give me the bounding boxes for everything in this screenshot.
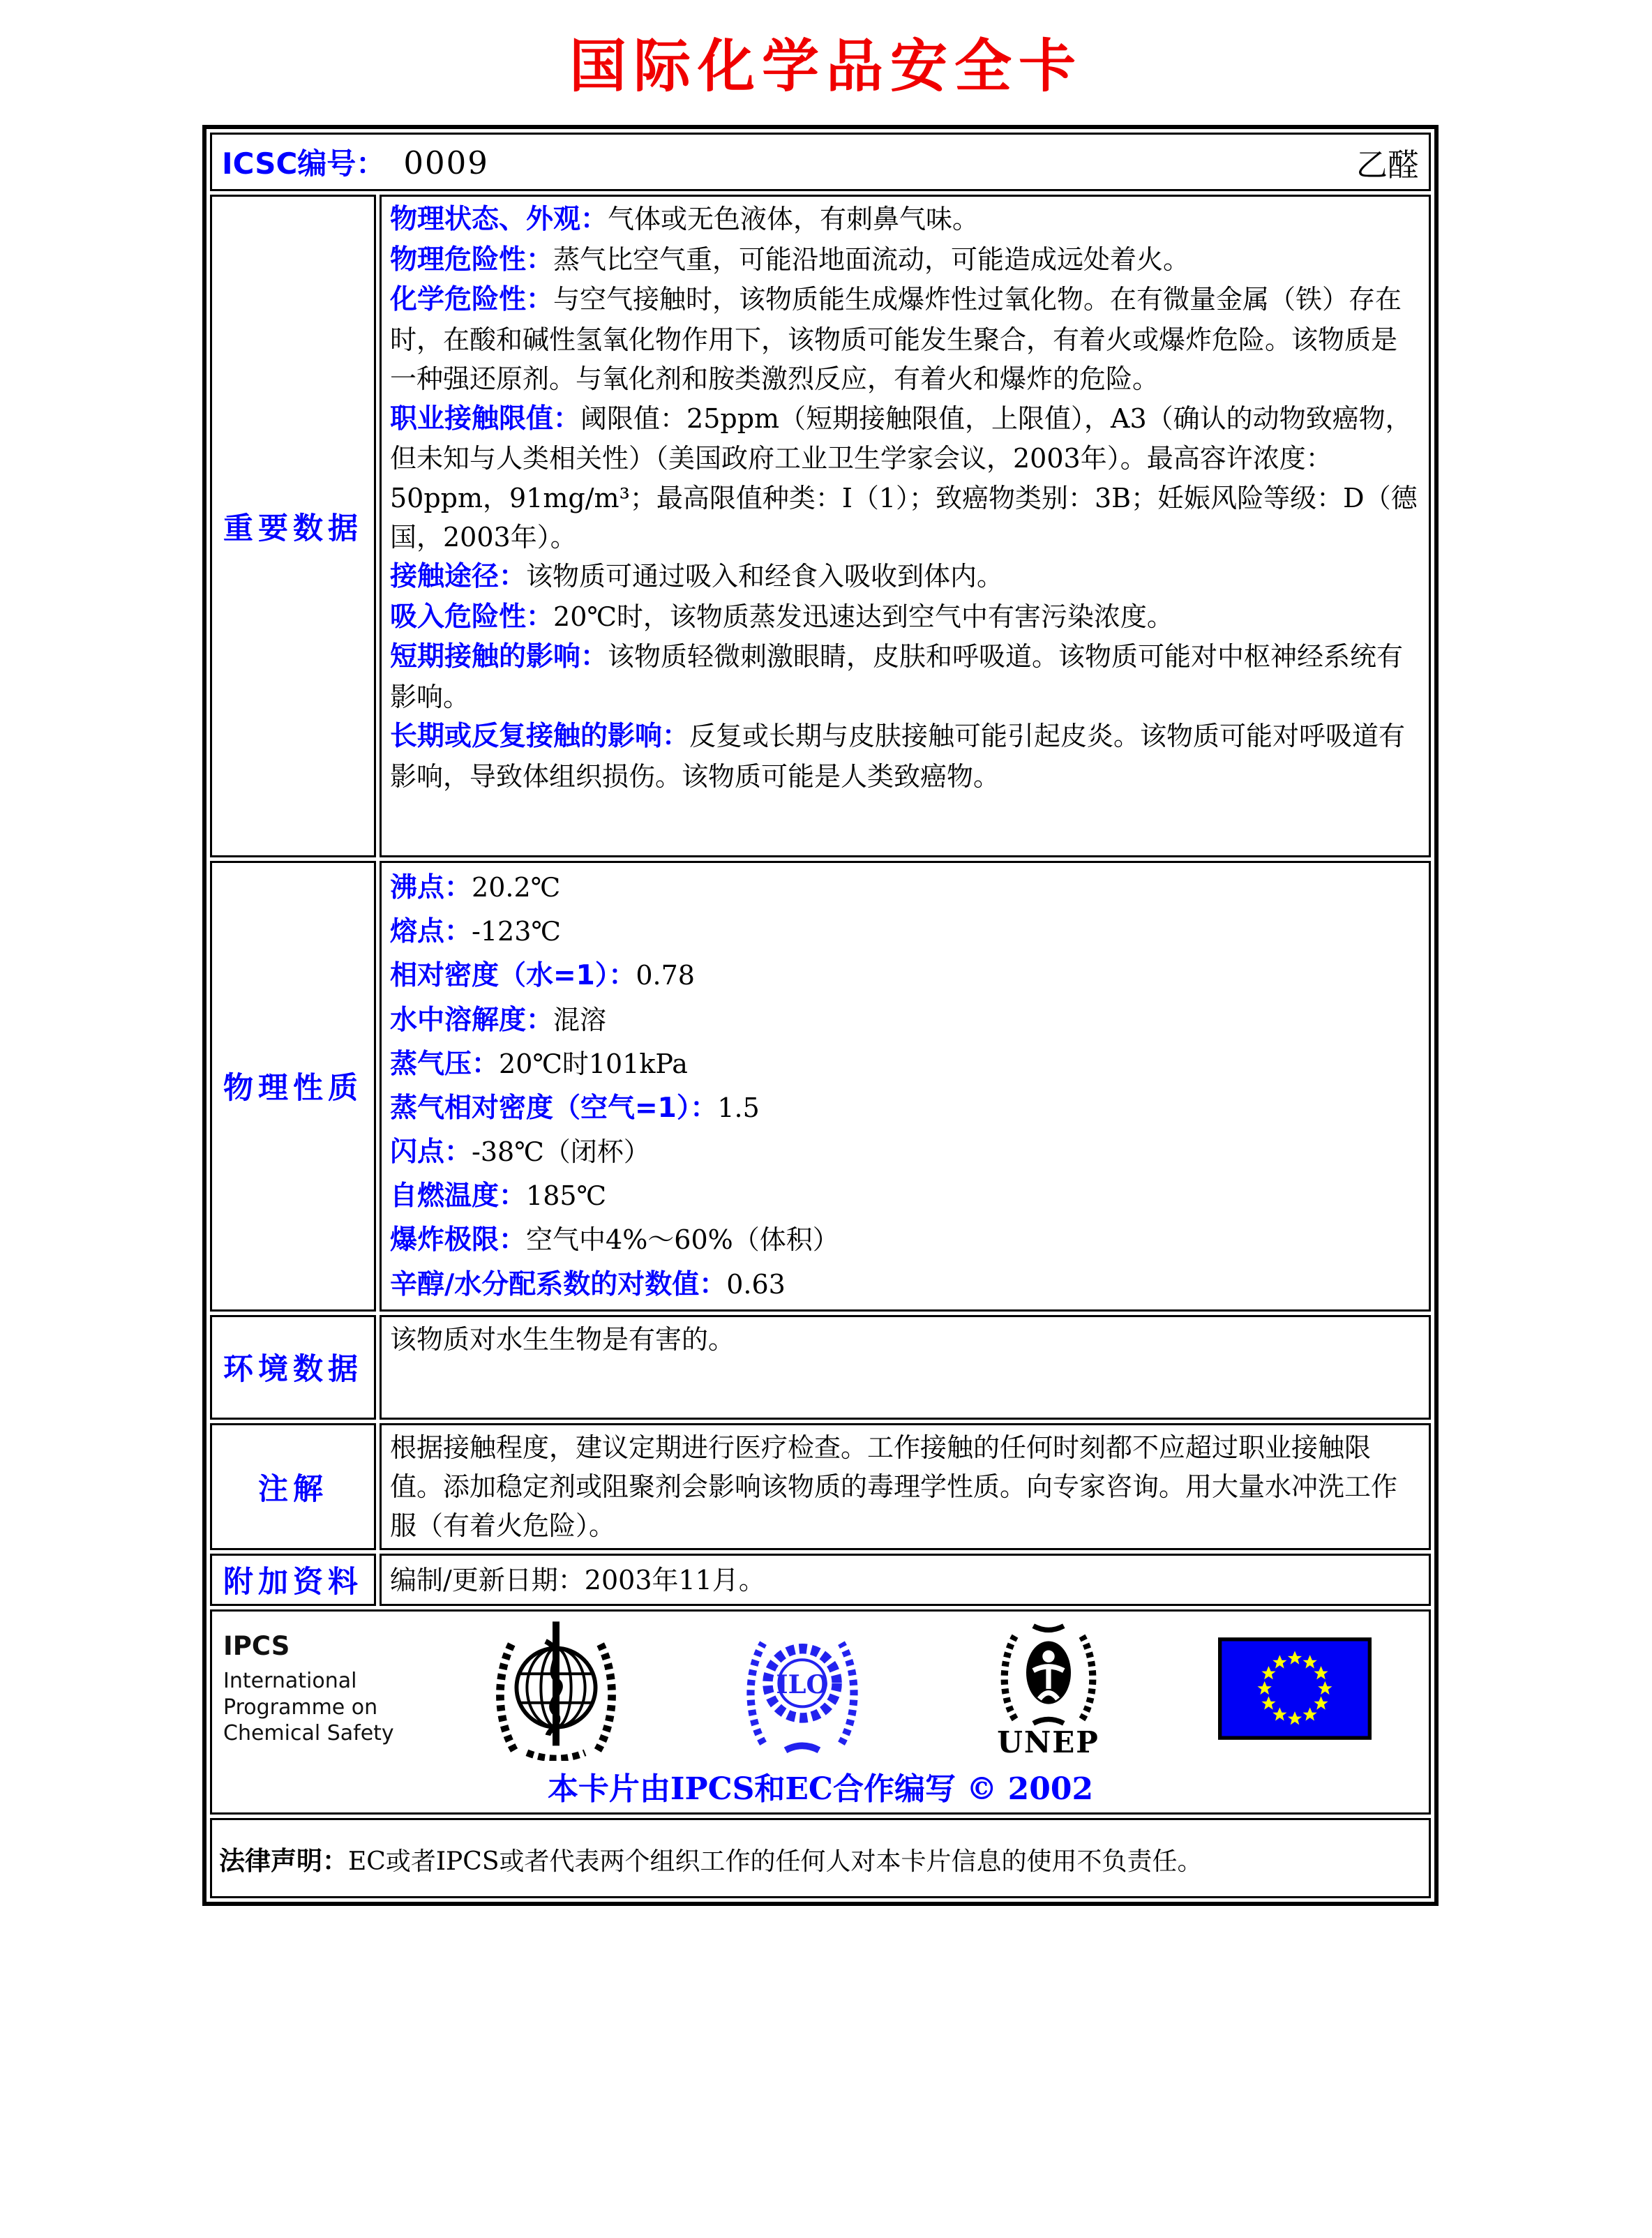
section-label-environment: 环境数据 — [210, 1315, 376, 1420]
logos-cell — [210, 1609, 1431, 1815]
ipcs-text-block: IPCS International Programme on Chemical Safety — [223, 1630, 433, 1747]
additional-info-content — [380, 1554, 1431, 1606]
environmental-data-content — [380, 1315, 1431, 1420]
eu-flag-icon — [1171, 1637, 1418, 1740]
legal-label: 法律声明： — [219, 1845, 348, 1876]
important-data-content — [380, 195, 1431, 857]
important-item: 职业接触限值：阈限值：25ppm（短期接触限值，上限值），A3（确认的动物致癌物，但未知与人类相关性）（美国政府工业卫生学家会议，2003年）。最高容许浓度：50ppm，91mg/m³；最高限值种类：I（1）；致癌物类别：3B；妊娠风险等级：D（德国，2003年）。 — [390, 403, 1418, 553]
important-item: 物理危险性：蒸气比空气重，可能沿地面流动，可能造成远处着火。 — [390, 243, 1190, 276]
additional-text: 编制/更新日期：2003年11月。 — [390, 1564, 765, 1595]
physical-item: 辛醇/水分配系数的对数值：0.63 — [390, 1268, 786, 1300]
physical-item: 蒸气压：20℃时101kPa — [390, 1048, 688, 1080]
physical-item: 沸点：20.2℃ — [390, 872, 561, 903]
physical-item: 爆炸极限：空气中4%～60%（体积） — [390, 1224, 839, 1256]
important-item: 短期接触的影响：该物质轻微刺激眼睛，皮肤和呼吸道。该物质可能对中枢神经系统有影响。 — [390, 641, 1404, 713]
important-item: 接触途径：该物质可通过吸入和经食入吸收到体内。 — [390, 561, 1004, 593]
icsc-card-table — [202, 125, 1439, 1906]
unep-caption: UNEP — [997, 1725, 1099, 1759]
important-item: 物理状态、外观：气体或无色液体，有刺鼻气味。 — [390, 204, 979, 235]
important-item: 长期或反复接触的影响：反复或长期与皮肤接触可能引起皮炎。该物质可能对呼吸道有影响，导致体组织损伤。该物质可能是人类致癌物。 — [390, 721, 1406, 793]
notes-text: 根据接触程度，建议定期进行医疗检查。工作接触的任何时刻都不应超过职业接触限值。添加稳定剂或阻聚剂会影响该物质的毒理学性质。向专家咨询。用大量水冲洗工作服（有着火危险）。 — [390, 1432, 1398, 1542]
environment-text: 该物质对水生生物是有害的。 — [390, 1323, 735, 1355]
header-cell — [210, 133, 1431, 191]
physical-properties-row — [210, 861, 1431, 1312]
section-label-notes: 注解 — [210, 1423, 376, 1551]
physical-item: 相对密度（水=1）：0.78 — [390, 960, 695, 992]
ipcs-acronym: IPCS — [223, 1631, 290, 1662]
section-label-important: 重要数据 — [210, 195, 376, 857]
copyright-line: 本卡片由IPCS和EC合作编写 © 2002 — [547, 1771, 1094, 1808]
additional-info-row — [210, 1554, 1431, 1606]
section-label-physical: 物理性质 — [210, 861, 376, 1312]
physical-item: 蒸气相对密度（空气=1）：1.5 — [390, 1092, 760, 1124]
physical-item: 自燃温度：185℃ — [390, 1180, 607, 1212]
chemical-name: 乙醛 — [1356, 146, 1419, 183]
page-title: 国际化学品安全卡 — [569, 33, 1083, 100]
icsc-number-value: 0009 — [403, 144, 489, 181]
notes-row — [210, 1423, 1431, 1551]
ilo-logo-icon — [679, 1617, 925, 1759]
important-item: 吸入危险性：20℃时，该物质蒸发迅速达到空气中有害污染浓度。 — [390, 601, 1173, 633]
legal-disclaimer — [210, 1818, 1431, 1898]
environmental-data-row — [210, 1315, 1431, 1420]
legal-row — [210, 1818, 1431, 1898]
important-data-row — [210, 195, 1431, 857]
physical-item: 熔点：-123℃ — [390, 916, 561, 948]
physical-item: 水中溶解度：混溶 — [390, 1004, 607, 1036]
physical-properties-content — [380, 861, 1431, 1312]
header-row — [210, 133, 1431, 191]
unep-logo-icon — [925, 1618, 1171, 1759]
important-item: 化学危险性：与空气接触时，该物质能生成爆炸性过氧化物。在有微量金属（铁）存在时，在酸和碱性氢氧化物作用下，该物质可能发生聚合，有着火或爆炸危险。该物质是一种强还原剂。与氧化剂和胺类激烈反应，有着火和爆炸的危险。 — [390, 284, 1402, 395]
ilo-letters: ILO — [775, 1669, 829, 1700]
notes-content — [380, 1423, 1431, 1551]
physical-item: 闪点：-38℃（闭杯） — [390, 1136, 650, 1169]
who-logo-icon — [433, 1616, 679, 1761]
section-label-additional: 附加资料 — [210, 1554, 376, 1606]
legal-text: EC或者IPCS或者代表两个组织工作的任何人对本卡片信息的使用不负责任。 — [348, 1847, 1203, 1876]
icsc-number-label: ICSC编号： — [222, 147, 386, 181]
logos-row — [210, 1609, 1431, 1815]
